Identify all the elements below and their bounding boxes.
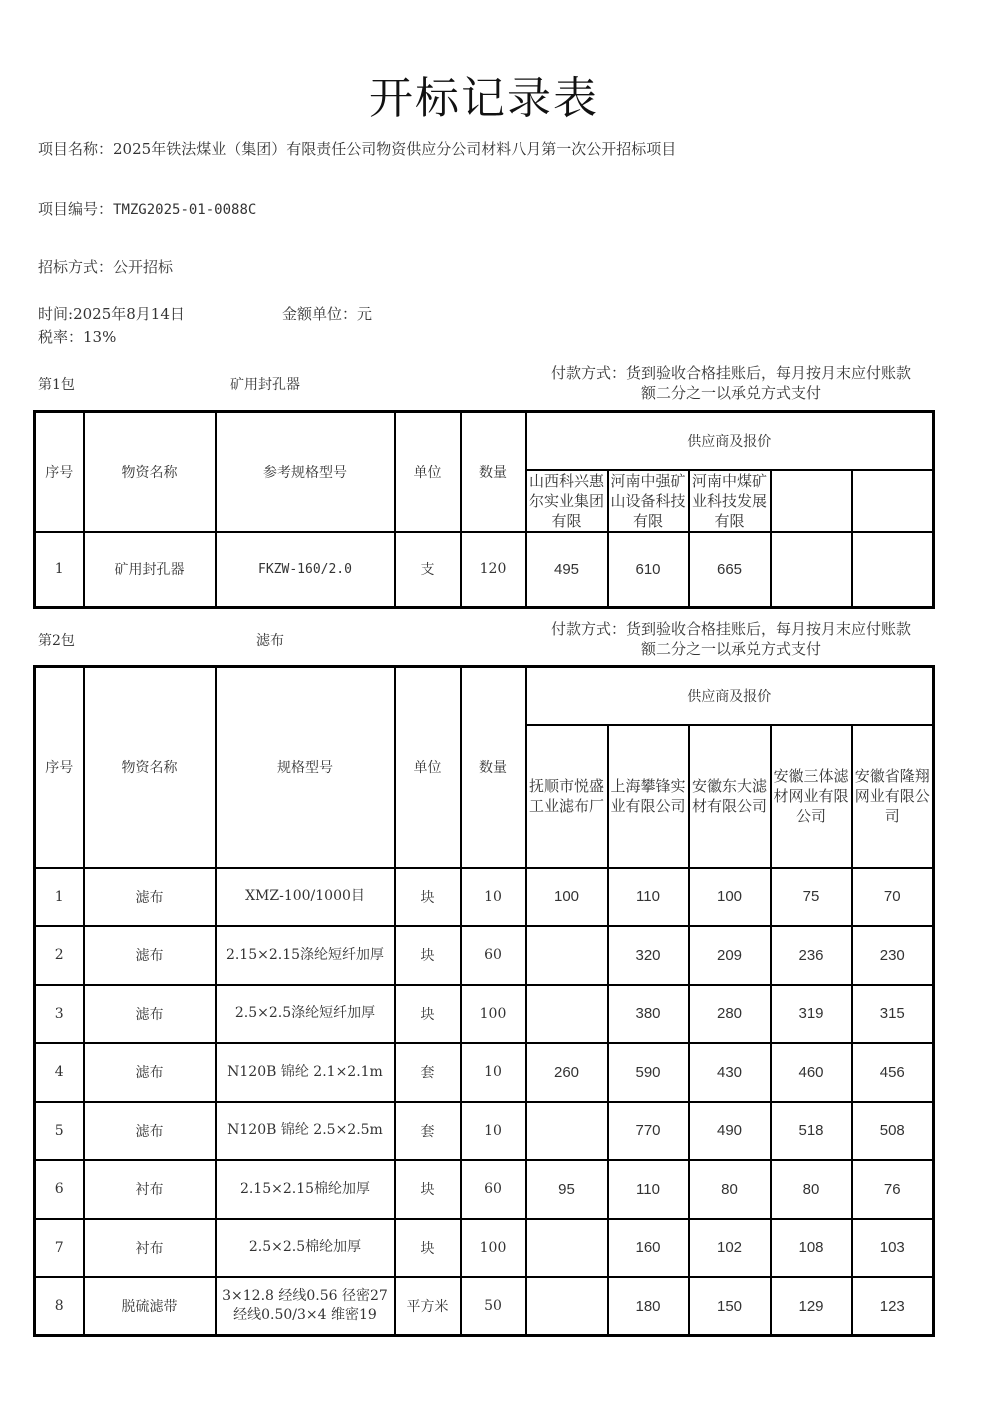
cell-price-1: [526, 1277, 608, 1336]
cell-unit: 支: [395, 532, 461, 608]
header-unit: 单位: [395, 412, 461, 532]
payment-line-1: 付款方式：货到验收合格挂账后，每月按月末应付账款: [550, 620, 911, 638]
cell-qty: 60: [461, 1160, 526, 1219]
cell-spec: 2.15×2.15涤纶短纤加厚: [216, 926, 395, 985]
project-no: TMZG2025-01-0088C: [113, 202, 257, 218]
cell-unit: 套: [395, 1043, 461, 1102]
package-1-label: 第1包: [38, 377, 75, 393]
cell-qty: 10: [461, 1043, 526, 1102]
cell-price-4: 518: [771, 1102, 852, 1161]
cell-item: 滤布: [84, 1043, 216, 1102]
cell-spec: 2.15×2.15棉纶加厚: [216, 1160, 395, 1219]
tax: 13%: [83, 328, 117, 346]
supplier-2: 上海攀锋实业有限公司: [608, 725, 689, 868]
cell-spec: 2.5×2.5涤纶短纤加厚: [216, 985, 395, 1044]
table-row: [35, 1219, 934, 1278]
cell-qty: 50: [461, 1277, 526, 1336]
cell-price-4: 460: [771, 1043, 852, 1102]
table-row: [35, 868, 934, 927]
cell-qty: 100: [461, 1219, 526, 1278]
table-row: [35, 1160, 934, 1219]
package-1-payment: [526, 363, 936, 403]
cell-price-2: 160: [608, 1219, 689, 1278]
cell-price-3: 102: [689, 1219, 771, 1278]
cell-price-1: 260: [526, 1043, 608, 1102]
cell-price-1: [526, 985, 608, 1044]
cell-price-2: 110: [608, 868, 689, 927]
package-1-name: 矿用封孔器: [230, 377, 300, 393]
cell-spec: 2.5×2.5棉纶加厚: [216, 1219, 395, 1278]
cell-unit: 平方米: [395, 1277, 461, 1336]
supplier-2: 河南中强矿山设备科技有限: [608, 470, 689, 532]
cell-qty: 10: [461, 868, 526, 927]
time-line: [38, 303, 185, 324]
header-suppliers: 供应商及报价: [526, 412, 934, 470]
supplier-4: [771, 470, 852, 532]
cell-item: 滤布: [84, 926, 216, 985]
project-name: 2025年铁法煤业（集团）有限责任公司物资供应分公司材料八月第一次公开招标项目: [113, 140, 677, 158]
package-2-label: 第2包: [38, 633, 75, 649]
cell-unit: 块: [395, 868, 461, 927]
time: 2025年8月14日: [73, 305, 185, 323]
cell-price-2: 590: [608, 1043, 689, 1102]
method-line: [38, 256, 173, 277]
cell-price-2: 380: [608, 985, 689, 1044]
cell-spec: XMZ-100/1000目: [216, 868, 395, 927]
cell-unit: 块: [395, 985, 461, 1044]
cell-price-3: 430: [689, 1043, 771, 1102]
payment-line-1: 付款方式：货到验收合格挂账后，每月按月末应付账款: [550, 364, 911, 382]
cell-qty: 60: [461, 926, 526, 985]
cell-price-4: 75: [771, 868, 852, 927]
cell-price-4: 236: [771, 926, 852, 985]
table-row: [35, 985, 934, 1044]
package-1-table: [33, 410, 935, 609]
currency: 元: [357, 305, 373, 323]
supplier-3: 河南中煤矿业科技发展有限: [689, 470, 771, 532]
currency-line: [282, 303, 372, 324]
header-spec: 规格型号: [216, 667, 395, 868]
cell-price-2: 320: [608, 926, 689, 985]
cell-item: 矿用封孔器: [84, 532, 216, 608]
table-row: [35, 1277, 934, 1336]
header-item: 物资名称: [84, 667, 216, 868]
payment-line-2: 额二分之一以承兑方式支付: [640, 640, 821, 658]
cell-price-3: 150: [689, 1277, 771, 1336]
package-2-payment: [526, 619, 936, 659]
cell-price-3: 80: [689, 1160, 771, 1219]
cell-item: 脱硫滤带: [84, 1277, 216, 1336]
supplier-4: 安徽三体滤材网业有限公司: [771, 725, 852, 868]
package-2-name: 滤布: [256, 633, 284, 649]
cell-price-5: 76: [852, 1160, 934, 1219]
cell-price-4: 80: [771, 1160, 852, 1219]
header-suppliers: 供应商及报价: [526, 667, 934, 725]
table-row: [35, 532, 934, 608]
cell-price-5: [852, 532, 934, 608]
cell-spec: 3×12.8 经线0.56 径密27 经线0.50/3×4 维密19: [216, 1277, 395, 1336]
cell-price-1: 100: [526, 868, 608, 927]
header-spec: 参考规格型号: [216, 412, 395, 532]
cell-seq: 4: [35, 1043, 84, 1102]
cell-price-1: 495: [526, 532, 608, 608]
package-2-table: [33, 665, 935, 1337]
method: 公开招标: [113, 258, 174, 276]
cell-qty: 120: [461, 532, 526, 608]
cell-unit: 套: [395, 1102, 461, 1161]
project-name-label: 项目名称：: [38, 140, 114, 158]
tax-line: [38, 326, 116, 347]
cell-seq: 3: [35, 985, 84, 1044]
cell-price-3: 490: [689, 1102, 771, 1161]
supplier-1: 抚顺市悦盛工业滤布厂: [526, 725, 608, 868]
cell-spec: N120B 锦纶 2.5×2.5m: [216, 1102, 395, 1161]
header-item: 物资名称: [84, 412, 216, 532]
cell-price-1: 95: [526, 1160, 608, 1219]
header-unit: 单位: [395, 667, 461, 868]
cell-price-4: [771, 532, 852, 608]
cell-price-3: 209: [689, 926, 771, 985]
cell-price-3: 100: [689, 868, 771, 927]
cell-seq: 6: [35, 1160, 84, 1219]
payment-line-2: 额二分之一以承兑方式支付: [640, 384, 821, 402]
cell-price-3: 280: [689, 985, 771, 1044]
supplier-5: [852, 470, 934, 532]
cell-price-2: 770: [608, 1102, 689, 1161]
cell-price-3: 665: [689, 532, 771, 608]
cell-price-2: 180: [608, 1277, 689, 1336]
cell-price-1: [526, 926, 608, 985]
cell-item: 滤布: [84, 1102, 216, 1161]
cell-price-5: 103: [852, 1219, 934, 1278]
cell-seq: 1: [35, 868, 84, 927]
cell-seq: 5: [35, 1102, 84, 1161]
cell-unit: 块: [395, 1160, 461, 1219]
cell-item: 滤布: [84, 985, 216, 1044]
cell-qty: 100: [461, 985, 526, 1044]
cell-seq: 2: [35, 926, 84, 985]
cell-price-2: 110: [608, 1160, 689, 1219]
supplier-3: 安徽东大滤材有限公司: [689, 725, 771, 868]
table-row: [35, 1102, 934, 1161]
cell-price-5: 123: [852, 1277, 934, 1336]
cell-qty: 10: [461, 1102, 526, 1161]
project-no-label: 项目编号：: [38, 200, 114, 218]
project-name-line: [38, 138, 676, 159]
currency-label: 金额单位：: [282, 305, 358, 323]
cell-seq: 8: [35, 1277, 84, 1336]
cell-spec: FKZW-160/2.0: [216, 532, 395, 608]
cell-price-5: 230: [852, 926, 934, 985]
table-row: [35, 1043, 934, 1102]
cell-item: 衬布: [84, 1160, 216, 1219]
cell-price-5: 315: [852, 985, 934, 1044]
header-seq: 序号: [35, 667, 84, 868]
cell-price-4: 129: [771, 1277, 852, 1336]
cell-price-4: 319: [771, 985, 852, 1044]
cell-price-2: 610: [608, 532, 689, 608]
cell-unit: 块: [395, 1219, 461, 1278]
page-title: 开标记录表: [369, 73, 599, 124]
header-seq: 序号: [35, 412, 84, 532]
cell-seq: 1: [35, 532, 84, 608]
project-no-line: [38, 198, 256, 219]
cell-price-1: [526, 1219, 608, 1278]
cell-price-4: 108: [771, 1219, 852, 1278]
supplier-1: 山西科兴惠尔实业集团有限: [526, 470, 608, 532]
time-label: 时间:: [38, 305, 74, 323]
cell-seq: 7: [35, 1219, 84, 1278]
cell-price-1: [526, 1102, 608, 1161]
cell-item: 衬布: [84, 1219, 216, 1278]
cell-price-5: 70: [852, 868, 934, 927]
cell-unit: 块: [395, 926, 461, 985]
method-label: 招标方式：: [38, 258, 114, 276]
cell-price-5: 508: [852, 1102, 934, 1161]
table-row: [35, 926, 934, 985]
header-qty: 数量: [461, 412, 526, 532]
cell-price-5: 456: [852, 1043, 934, 1102]
supplier-5: 安徽省隆翔网业有限公司: [852, 725, 934, 868]
cell-item: 滤布: [84, 868, 216, 927]
cell-spec: N120B 锦纶 2.1×2.1m: [216, 1043, 395, 1102]
header-qty: 数量: [461, 667, 526, 868]
tax-label: 税率：: [38, 328, 84, 346]
